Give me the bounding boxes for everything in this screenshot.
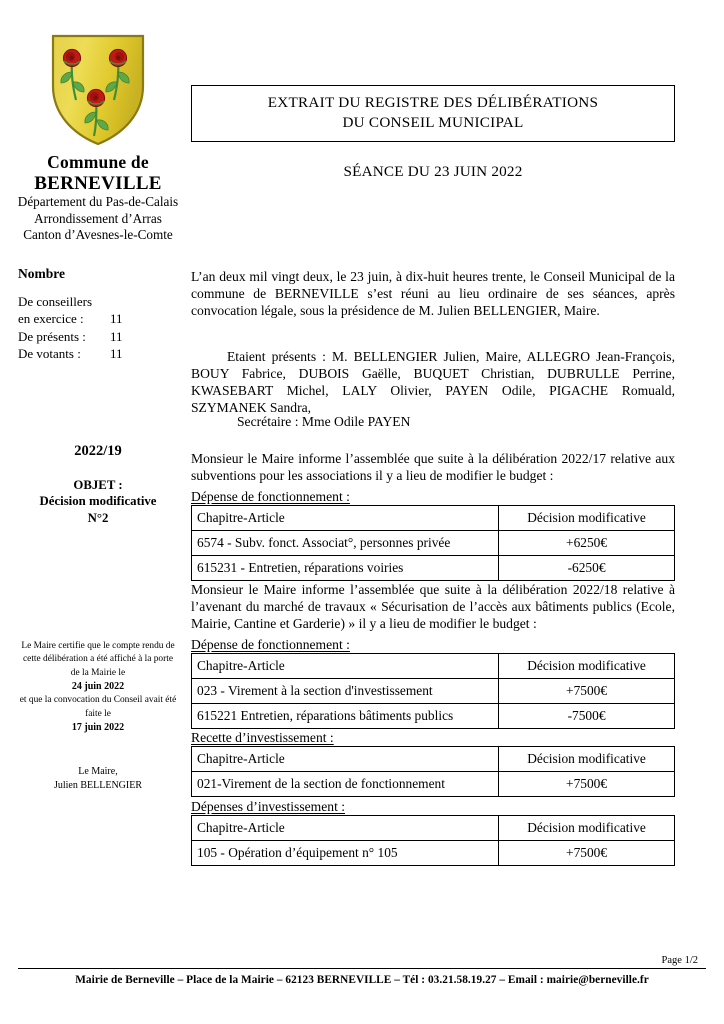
- table-header-row: [192, 816, 675, 841]
- coat-of-arms-container: [12, 28, 184, 150]
- departement-label: Département du Pas-de-Calais: [17, 194, 179, 210]
- nombre-title: Nombre: [18, 266, 65, 281]
- canton-label: Canton d’Avesnes-le-Comte: [23, 227, 173, 243]
- table-row: [192, 772, 675, 797]
- table-cell-amount: +7500€: [499, 841, 675, 866]
- table-caption-1: Dépense de fonctionnement :: [191, 489, 350, 504]
- table-header-cell: Chapitre-Article: [192, 747, 499, 772]
- table-header-cell: Décision modificative: [499, 747, 675, 772]
- deliberation-number: 2022/19: [74, 443, 122, 459]
- objet-line-2: N°2: [87, 510, 109, 525]
- table-cell-article: 615231 - Entretien, réparations voiries: [192, 556, 499, 581]
- table-header-cell: Chapitre-Article: [192, 506, 499, 531]
- table-row: [192, 679, 675, 704]
- table-row: [192, 531, 675, 556]
- table-cell-amount: -7500€: [499, 704, 675, 729]
- arrondissement-label: Arrondissement d’Arras: [34, 210, 162, 226]
- nombre-block: [18, 266, 190, 362]
- nombre-free-line: De conseillers: [18, 294, 93, 309]
- nombre-row: [18, 328, 190, 345]
- table-cell-amount: +7500€: [499, 679, 675, 704]
- table-header-cell: Chapitre-Article: [192, 654, 499, 679]
- document-title-box: [191, 85, 675, 142]
- certification-text-1: Le Maire certifie que le compte rendu de cette délibération a été affiché à la porte de la Mairie le: [21, 641, 175, 678]
- budget-table-3: [191, 746, 675, 797]
- table-cell-article: 105 - Opération d’équipement n° 105: [192, 841, 499, 866]
- table-cell-article: 023 - Virement à la section d'investissement: [192, 679, 499, 704]
- left-column-header: [12, 28, 184, 244]
- document-title-line-1: EXTRAIT DU REGISTRE DES DÉLIBÉRATIONS: [267, 94, 599, 111]
- objet-label: OBJET :: [73, 478, 123, 492]
- nombre-row: [18, 310, 190, 327]
- paragraph-opening: L’an deux mil vingt deux, le 23 juin, à dix-huit heures trente, le Conseil Municipal de la commune de BERNEVILLE s’est réuni au lieu ordinaire de ses séances, après convocation légale, sous la présidence de M. Julien BELLENGIER, Maire.: [191, 269, 675, 319]
- table-header-cell: Décision modificative: [499, 654, 675, 679]
- table-header-row: [192, 654, 675, 679]
- table-cell-amount: -6250€: [499, 556, 675, 581]
- nombre-row-label: en exercice :: [18, 311, 84, 327]
- nombre-row: [18, 345, 190, 362]
- page-footer: [18, 955, 706, 986]
- table-cell-article: 021-Virement de la section de fonctionnement: [192, 772, 499, 797]
- paragraph-secretaire: Secrétaire : Mme Odile PAYEN: [237, 414, 411, 429]
- signature-name: Julien BELLENGIER: [53, 779, 143, 791]
- table-caption-2: Dépense de fonctionnement :: [191, 637, 350, 652]
- table-cell-amount: +6250€: [499, 531, 675, 556]
- nombre-row-value: 11: [110, 328, 123, 344]
- page-number: Page 1/2: [661, 955, 698, 966]
- nombre-row-label: De votants :: [18, 345, 81, 361]
- document-title-line-2: DU CONSEIL MUNICIPAL: [342, 114, 524, 132]
- coat-of-arms-berneville-icon: [39, 28, 157, 148]
- table-header-cell: Décision modificative: [499, 816, 675, 841]
- paragraph-deliberation-2022-18: Monsieur le Maire informe l’assemblée que suite à la délibération 2022/18 relative à l’avenant du marché de travaux « Sécurisation de l’accès aux bâtiments publics (Ecole, Mairie, Cantine et Garderie) » il y a lieu de modifier le budget :: [191, 582, 675, 632]
- nombre-row-value: 11: [110, 345, 123, 361]
- paragraph-presents: Etaient présents : M. BELLENGIER Julien, Maire, ALLEGRO Jean-François, BOUY Fabrice, DUBOIS Gaëlle, BUQUET Christian, DUBRULLE Perrine, KWASEBART Michel, LALY Olivier, PAYEN Odile, PIGACHE Romuald, SZYMANEK Sandra,: [191, 349, 675, 416]
- budget-table-1: [191, 505, 675, 581]
- signature-title: Le Maire,: [78, 766, 118, 777]
- footer-address: Mairie de Berneville – Place de la Mairie – 62123 BERNEVILLE – Tél : 03.21.58.19.27 – Email : mairie@berneville.fr: [75, 974, 649, 986]
- budget-table-2: [191, 653, 675, 729]
- certification-text-2: et que la convocation du Conseil avait été faite le: [19, 695, 177, 719]
- table-header-cell: Décision modificative: [499, 506, 675, 531]
- objet-line-1: Décision modificative: [39, 494, 157, 509]
- nombre-row-label: De présents :: [18, 328, 86, 344]
- table-caption-3: Recette d’investissement :: [191, 730, 334, 745]
- objet-block: [12, 477, 184, 526]
- table-cell-article: 615221 Entretien, réparations bâtiments publics: [192, 704, 499, 729]
- seance-date: SÉANCE DU 23 JUIN 2022: [343, 163, 523, 180]
- table-header-row: [192, 747, 675, 772]
- certification-date-affichage: 24 juin 2022: [71, 681, 125, 693]
- certification-block: [18, 640, 178, 735]
- signature-block: [18, 765, 178, 792]
- commune-label: Commune de: [47, 152, 149, 172]
- budget-table-4: [191, 815, 675, 866]
- table-row: [192, 704, 675, 729]
- certification-date-convocation: 17 juin 2022: [71, 721, 125, 733]
- table-caption-4: Dépenses d’investissement :: [191, 799, 346, 814]
- commune-name: BERNEVILLE: [34, 172, 162, 194]
- table-cell-article: 6574 - Subv. fonct. Associat°, personnes privée: [192, 531, 499, 556]
- table-header-cell: Chapitre-Article: [192, 816, 499, 841]
- table-row: [192, 556, 675, 581]
- paragraph-deliberation-2022-17: Monsieur le Maire informe l’assemblée que suite à la délibération 2022/17 relative aux subventions pour les associations il y a lieu de modifier le budget :: [191, 451, 675, 484]
- table-header-row: [192, 506, 675, 531]
- nombre-row-value: 11: [110, 311, 123, 327]
- table-cell-amount: +7500€: [499, 772, 675, 797]
- table-row: [192, 841, 675, 866]
